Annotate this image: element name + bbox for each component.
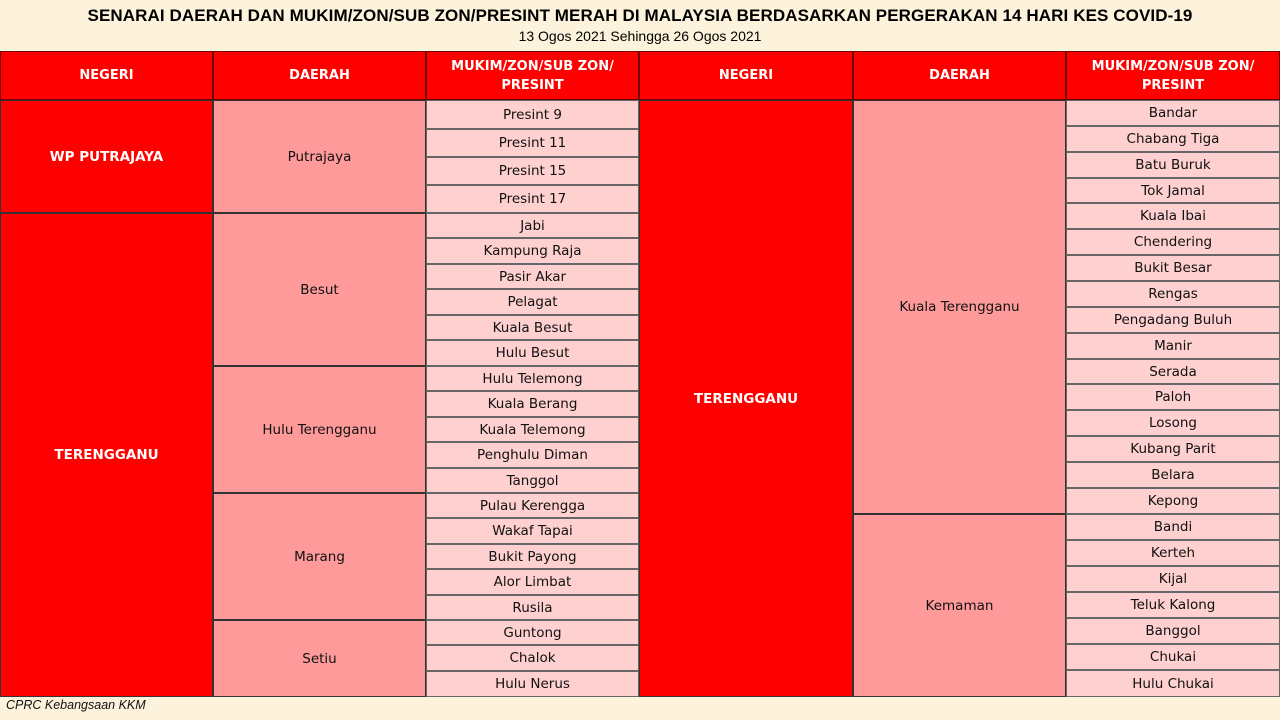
mukim-cell [426,569,639,595]
header-daerah [213,51,426,100]
mukim-cell [426,129,639,157]
mukim-cell [1066,229,1280,255]
mukim-label: Chabang Tiga [1126,131,1220,147]
header-negeri-label: NEGERI [718,68,774,83]
mukim-cell [1066,644,1280,670]
mukim-cell [426,366,639,391]
mukim-label: Rusila [512,599,553,616]
mukim-cell [1066,178,1280,203]
mukim-cell [426,493,639,518]
mukim-cell [1066,384,1280,410]
mukim-label: Pengadang Buluh [1113,312,1233,328]
mukim-label: Hulu Telemong [482,370,583,387]
mukim-label: Alor Limbat [493,574,572,590]
mukim-cell [1066,307,1280,333]
mukim-label: Pelagat [507,294,558,310]
mukim-cell [426,468,639,493]
mukim-cell [426,157,639,185]
mukim-label: Bandi [1153,519,1193,535]
mukim-label: Hulu Nerus [495,676,570,692]
mukim-label: Guntong [503,624,562,641]
negeri-label: TERENGGANU [54,447,159,463]
mukim-cell [1066,281,1280,307]
mukim-cell [1066,670,1280,697]
mukim-cell [426,391,639,417]
footer-source: CPRC Kebangsaan KKM [6,698,146,712]
daerah-cell [213,493,426,620]
mukim-cell [426,238,639,264]
daerah-label: Besut [300,281,339,298]
mukim-cell [426,442,639,468]
page-header [0,0,1280,48]
negeri-cell [0,213,213,697]
mukim-cell [1066,592,1280,618]
mukim-cell [426,671,639,697]
mukim-label: Kubang Parit [1130,441,1216,457]
mukim-label: Bukit Payong [488,548,577,565]
mukim-label: Banggol [1145,623,1201,639]
mukim-label: Bukit Besar [1134,260,1212,276]
negeri-label: WP PUTRAJAYA [49,148,164,165]
negeri-cell [0,100,213,213]
header-mukim [426,51,639,100]
mukim-cell [1066,618,1280,644]
daerah-label: Marang [294,548,345,565]
header-negeri-right [639,51,853,100]
mukim-cell [426,518,639,544]
mukim-label: Wakaf Tapai [492,523,573,539]
header-negeri-label: NEGERI [79,68,134,83]
mukim-label: Losong [1149,415,1197,431]
mukim-label: Presint 17 [498,191,567,207]
daerah-label: Kuala Terengganu [899,299,1020,315]
daerah-label: Kemaman [925,597,994,614]
mukim-label: Jabi [520,217,545,234]
mukim-label: Pasir Akar [498,268,567,285]
mukim-label: Kuala Besut [492,319,573,336]
mukim-cell [426,264,639,289]
mukim-cell [1066,566,1280,592]
mukim-cell [1066,255,1280,281]
mukim-cell [1066,152,1280,178]
mukim-cell [426,417,639,442]
mukim-label: Kuala Berang [487,396,578,412]
header-mukim-line2: PRESINT [1141,77,1205,93]
mukim-label: Tok Jamal [1141,182,1205,199]
daerah-cell [213,366,426,493]
mukim-cell [426,645,639,671]
header-daerah-right [853,51,1066,100]
mukim-cell [1066,100,1280,126]
mukim-label: Teluk Kalong [1130,597,1216,613]
mukim-label: Hulu Besut [495,345,570,361]
mukim-label: Kampung Raja [483,243,582,259]
header-daerah-label: DAERAH [929,68,990,83]
mukim-cell [1066,436,1280,462]
mukim-label: Hulu Chukai [1132,675,1214,692]
mukim-label: Tanggol [506,472,559,489]
mukim-label: Kerteh [1150,545,1196,561]
header-mukim-right [1066,51,1280,100]
header-mukim-line1: MUKIM/ZON/SUB ZON/ [451,58,614,74]
mukim-cell [426,185,639,213]
mukim-label: Serada [1149,363,1197,380]
mukim-cell [1066,359,1280,384]
mukim-cell [1066,333,1280,359]
mukim-label: Batu Buruk [1135,157,1211,173]
mukim-label: Chendering [1133,234,1213,250]
daerah-cell [213,620,426,697]
mukim-label: Kijal [1158,571,1188,587]
mukim-label: Presint 9 [503,106,562,123]
mukim-cell [426,289,639,315]
mukim-cell [1066,203,1280,229]
mukim-cell [426,620,639,645]
mukim-label: Pulau Kerengga [479,497,586,514]
mukim-label: Kepong [1147,493,1199,509]
mukim-label: Penghulu Diman [477,447,588,463]
mukim-label: Manir [1154,338,1192,354]
mukim-cell [1066,126,1280,152]
daerah-label: Setiu [302,650,337,667]
mukim-cell [1066,410,1280,436]
mukim-label: Paloh [1154,389,1192,405]
header-negeri [0,51,213,100]
header-mukim-line2: PRESINT [501,77,564,93]
mukim-cell [426,340,639,366]
mukim-label: Rengas [1148,286,1198,302]
mukim-cell [1066,462,1280,488]
mukim-cell [426,213,639,238]
mukim-cell [426,100,639,129]
negeri-cell [639,100,853,697]
mukim-label: Presint 11 [498,135,567,151]
mukim-label: Belara [1151,467,1195,483]
header-mukim-line1: MUKIM/ZON/SUB ZON/ [1091,58,1255,74]
mukim-label: Bandar [1148,105,1198,121]
mukim-cell [426,595,639,620]
mukim-cell [1066,540,1280,566]
negeri-label: TERENGGANU [693,390,799,407]
page-subtitle: 13 Ogos 2021 Sehingga 26 Ogos 2021 [518,28,762,44]
daerah-cell [853,100,1066,514]
daerah-cell [213,213,426,366]
page-title: SENARAI DAERAH DAN MUKIM/ZON/SUB ZON/PRESINT MERAH DI MALAYSIA BERDASARKAN PERGERAKAN 14 HARI KES COVID-19 [87,6,1193,25]
header-daerah-label: DAERAH [289,68,350,83]
daerah-label: Putrajaya [287,148,352,165]
mukim-label: Chukai [1149,649,1197,665]
daerah-cell [213,100,426,213]
mukim-cell [1066,514,1280,540]
mukim-cell [1066,488,1280,514]
mukim-label: Kuala Telemong [479,421,586,438]
mukim-cell [426,315,639,340]
mukim-label: Kuala Ibai [1140,208,1206,224]
mukim-label: Chalok [509,650,556,666]
mukim-cell [426,544,639,569]
mukim-label: Presint 15 [498,163,567,179]
daerah-cell [853,514,1066,697]
daerah-label: Hulu Terengganu [262,421,377,438]
